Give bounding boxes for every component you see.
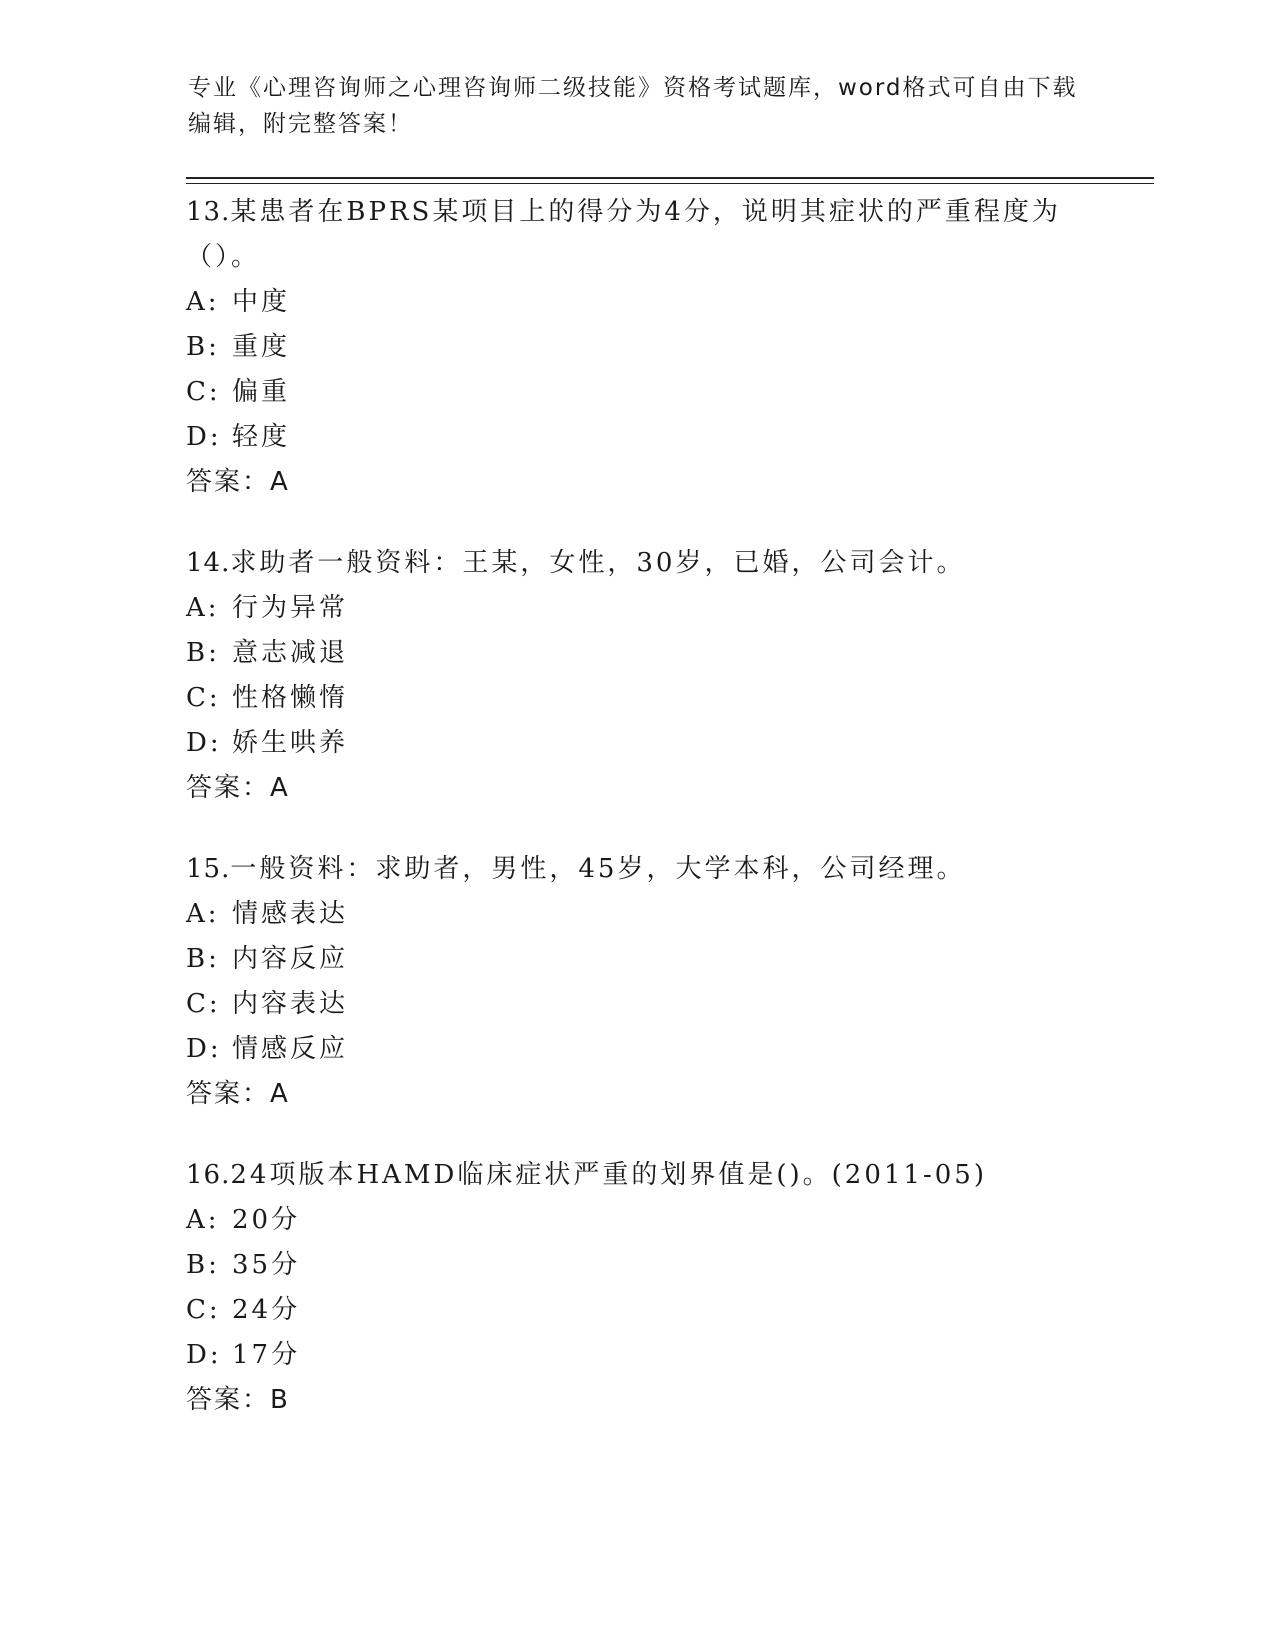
option-letter: B:	[186, 638, 220, 668]
question-stem-line-1: 某患者在BPRS某项目上的得分为4分，说明其症状的严重程度为	[230, 197, 1061, 227]
question-number: 16.	[186, 1160, 231, 1190]
option-text: 中度	[232, 287, 291, 317]
option-text: 内容表达	[232, 989, 349, 1019]
option-text: 行为异常	[232, 593, 349, 623]
option-b	[186, 325, 1086, 370]
option-letter: D:	[186, 1340, 222, 1370]
option-text: 偏重	[232, 377, 291, 407]
option-text: 性格懒惰	[232, 683, 349, 713]
answer-line: 答案：B	[186, 1385, 290, 1415]
option-a	[186, 586, 1086, 631]
option-text: 情感表达	[232, 899, 349, 929]
option-b	[186, 1243, 1086, 1288]
option-text: 娇生哄养	[232, 728, 349, 758]
option-c	[186, 982, 1086, 1027]
option-text: 轻度	[232, 422, 291, 452]
header-line-1: 专业《心理咨询师之心理咨询师二级技能》资格考试题库，word格式可自由下载	[188, 75, 1078, 101]
option-letter: D:	[186, 1034, 222, 1064]
option-letter: A:	[186, 1205, 220, 1235]
question-text	[186, 847, 1086, 892]
option-d	[186, 721, 1086, 766]
question-13	[186, 190, 1086, 505]
question-stem-line-1: 24项版本HAMD临床症状严重的划界值是()。(2011-05)	[230, 1160, 987, 1190]
option-b	[186, 631, 1086, 676]
option-b	[186, 937, 1086, 982]
option-d	[186, 1333, 1086, 1378]
option-letter: B:	[186, 332, 220, 362]
question-16	[186, 1153, 1086, 1423]
option-d	[186, 1027, 1086, 1072]
option-c	[186, 1288, 1086, 1333]
option-letter: B:	[186, 944, 220, 974]
question-text	[186, 541, 1086, 586]
option-c	[186, 676, 1086, 721]
option-letter: C:	[186, 1295, 221, 1325]
header-divider-thin	[186, 183, 1154, 184]
answer-line: 答案：A	[186, 773, 290, 803]
option-letter: C:	[186, 377, 221, 407]
option-text: 20分	[232, 1205, 301, 1235]
question-stem-line-2: （）。	[186, 242, 261, 272]
question-number: 14.	[186, 548, 231, 578]
option-letter: C:	[186, 989, 221, 1019]
question-list	[186, 190, 1086, 1459]
option-d	[186, 415, 1086, 460]
option-text: 17分	[232, 1340, 301, 1370]
document-header	[188, 70, 1088, 142]
option-letter: B:	[186, 1250, 220, 1280]
option-c	[186, 370, 1086, 415]
answer-line: 答案：A	[186, 467, 290, 497]
option-letter: A:	[186, 287, 220, 317]
answer-line: 答案：A	[186, 1079, 290, 1109]
option-letter: C:	[186, 683, 221, 713]
option-text: 24分	[232, 1295, 301, 1325]
question-14	[186, 541, 1086, 811]
option-a	[186, 892, 1086, 937]
header-divider-thick	[186, 177, 1154, 179]
option-a	[186, 280, 1086, 325]
option-text: 内容反应	[232, 944, 349, 974]
option-a	[186, 1198, 1086, 1243]
option-text: 意志减退	[232, 638, 349, 668]
question-15	[186, 847, 1086, 1117]
question-number: 13.	[186, 197, 231, 227]
option-text: 35分	[232, 1250, 301, 1280]
header-line-2: 编辑，附完整答案！	[188, 111, 413, 137]
option-letter: D:	[186, 422, 222, 452]
question-stem-line-1: 一般资料：求助者，男性，45岁，大学本科，公司经理。	[230, 854, 966, 884]
option-letter: A:	[186, 593, 220, 623]
question-text	[186, 190, 1086, 235]
option-letter: D:	[186, 728, 222, 758]
option-text: 情感反应	[232, 1034, 349, 1064]
question-text	[186, 1153, 1086, 1198]
option-letter: A:	[186, 899, 220, 929]
question-number: 15.	[186, 854, 231, 884]
option-text: 重度	[232, 332, 291, 362]
question-stem-line-1: 求助者一般资料：王某，女性，30岁，已婚，公司会计。	[230, 548, 966, 578]
